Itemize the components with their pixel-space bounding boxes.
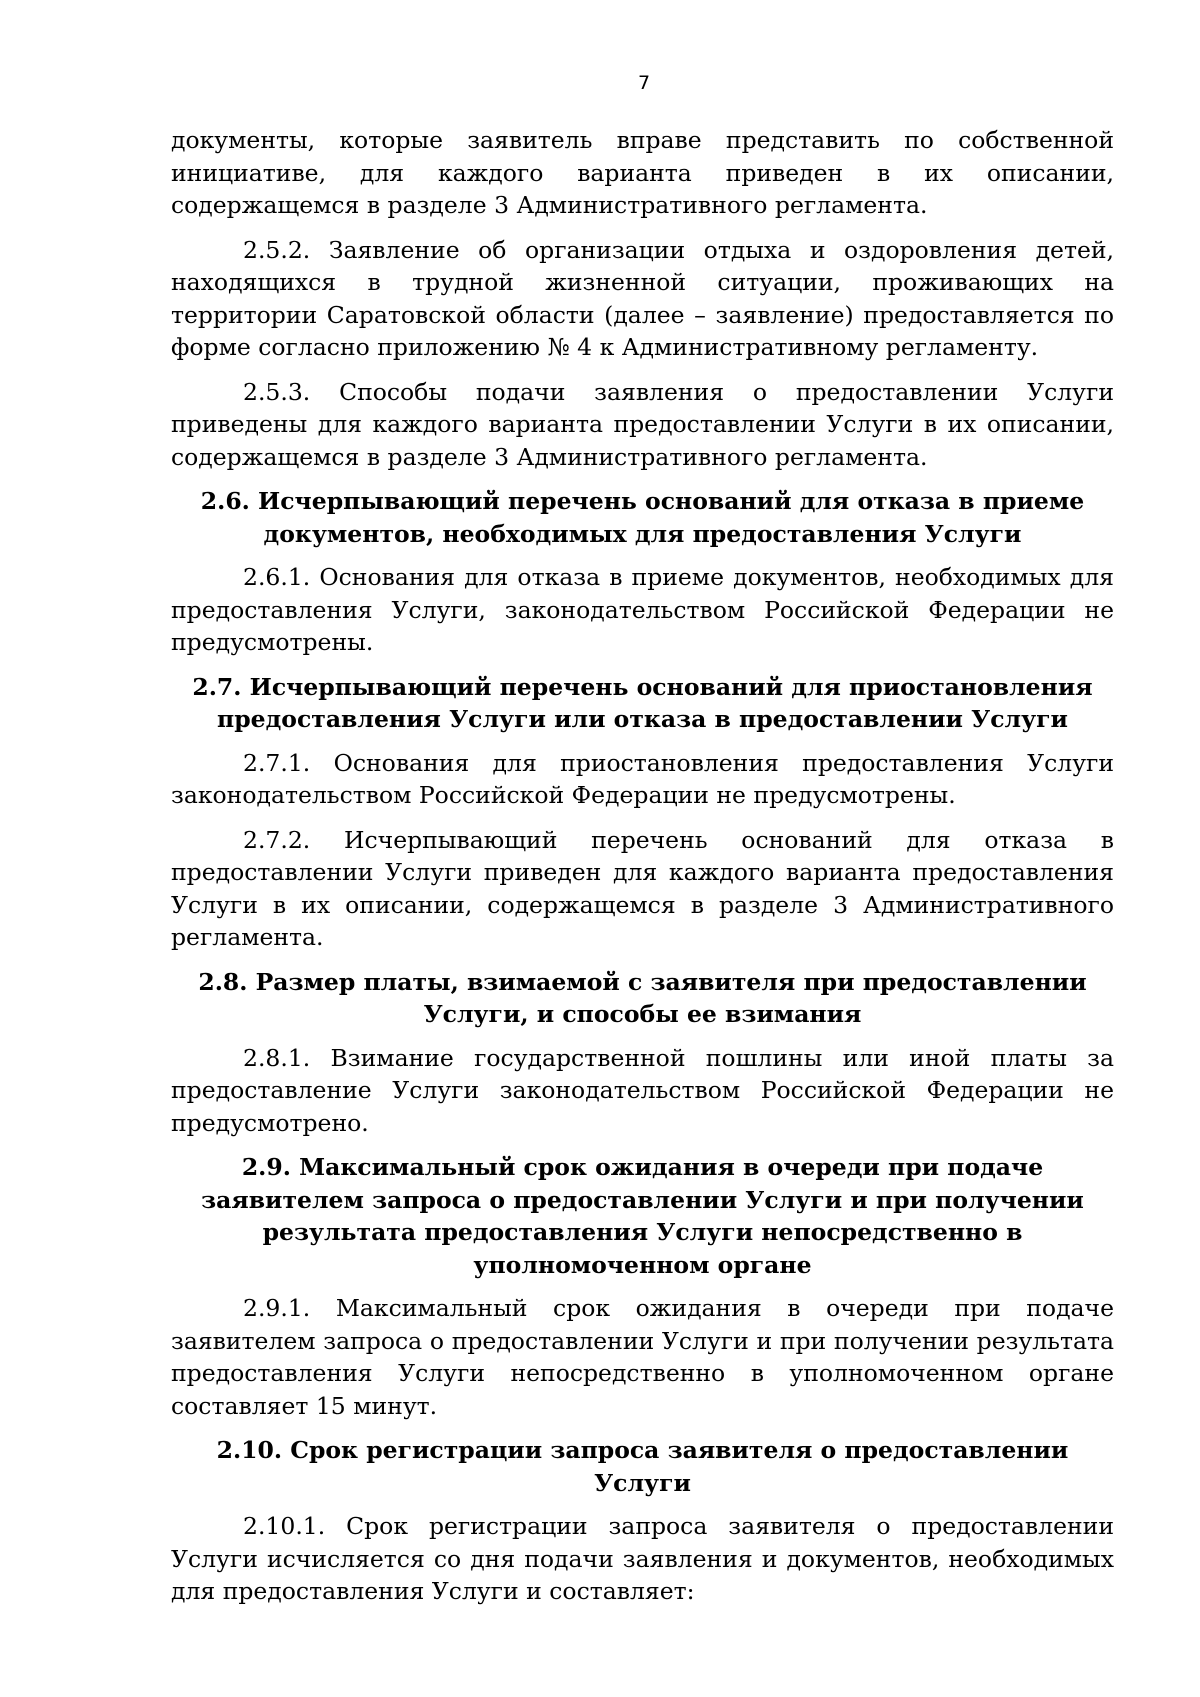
paragraph-continuation: документы, которые заявитель вправе представить по собственной инициативе, для каждого варианта приведен в их описании, содержащемся в разделе 3 Административного регламента. [171,126,1114,219]
section-heading-2-9: 2.9. Максимальный срок ожидания в очереди при подаче заявителем запроса о предоставлении Услуги и при получении результата предоставления Услуги непосредственно в уполномоченном органе [201,1153,1084,1279]
section-heading-2-7: 2.7. Исчерпывающий перечень оснований для приостановления предоставления Услуги или отказа в предоставлении Услуги [192,672,1093,733]
section-heading-2-10: 2.10. Срок регистрации запроса заявителя о предоставлении Услуги [216,1436,1069,1497]
page-number: 7 [637,72,651,94]
section-heading-2-6: 2.6. Исчерпывающий перечень оснований для отказа в приеме документов, необходимых для предоставления Услуги [200,487,1085,548]
section-heading-2-8: 2.8. Размер платы, взимаемой с заявителя при предоставлении Услуги, и способы ее взимания [198,967,1087,1028]
paragraph-2-5-3: 2.5.3. Способы подачи заявления о предоставлении Услуги приведены для каждого варианта предоставлении Услуги в их описании, содержащемся в разделе 3 Административного регламента. [171,377,1114,471]
paragraph-2-5-2: 2.5.2. Заявление об организации отдыха и оздоровления детей, находящихся в трудной жизненной ситуации, проживающих на территории Саратовской области (далее – заявление) предоставляется по форме согласно приложению № 4 к Административному регламенту. [171,235,1114,361]
paragraph-2-8-1: 2.8.1. Взимание государственной пошлины или иной платы за предоставление Услуги законодательством Российской Федерации не предусмотрено. [171,1043,1114,1137]
paragraph-2-9-1: 2.9.1. Максимальный срок ожидания в очереди при подаче заявителем запроса о предоставлении Услуги и при получении результата предоставления Услуги непосредственно в уполномоченном органе составляет 15 минут. [171,1294,1114,1420]
paragraph-2-7-1: 2.7.1. Основания для приостановления предоставления Услуги законодательством Российской Федерации не предусмотрены. [171,748,1114,809]
paragraph-2-7-2: 2.7.2. Исчерпывающий перечень оснований для отказа в предоставлении Услуги приведен для каждого варианта предоставления Услуги в их описании, содержащемся в разделе 3 Административного регламента. [171,825,1114,951]
paragraph-2-6-1: 2.6.1. Основания для отказа в приеме документов, необходимых для предоставления Услуги, законодательством Российской Федерации не предусмотрены. [171,563,1114,656]
document-body [171,124,1114,1620]
paragraph-2-10-1: 2.10.1. Срок регистрации запроса заявителя о предоставлении Услуги исчисляется со дня подачи заявления и документов, необходимых для предоставления Услуги и составляет: [171,1512,1114,1605]
